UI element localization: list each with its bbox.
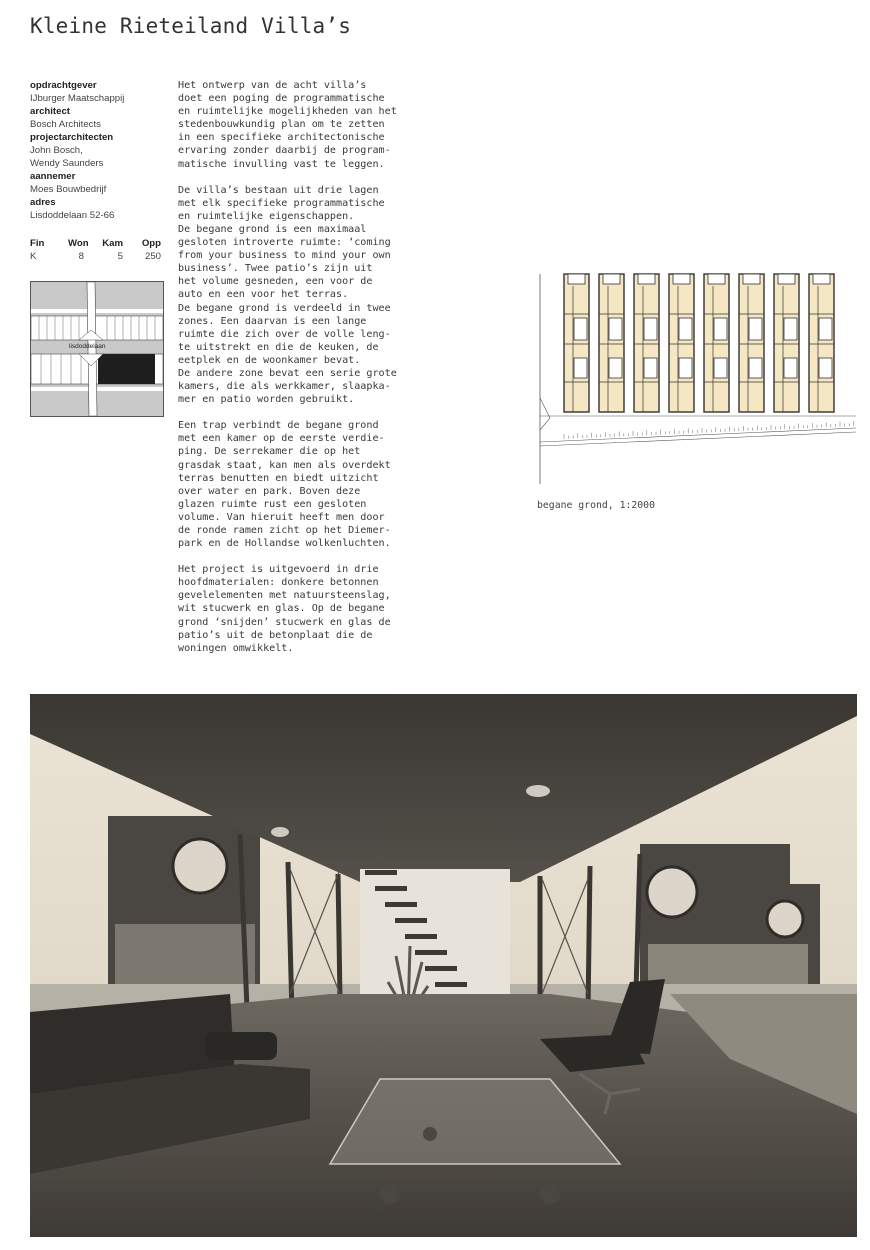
stats-value-opp: 250 [144, 251, 161, 262]
stats-value-row [30, 250, 162, 263]
stats-value-kam: 5 [117, 251, 123, 262]
credit-key-project-architects: projectarchitecten [30, 132, 114, 143]
stats-value-won: 8 [78, 251, 84, 262]
villa-plan-7 [774, 274, 799, 412]
article-body [178, 79, 418, 668]
stats-table [30, 237, 162, 263]
page-title: Kleine Rieteiland Villa’s [30, 14, 352, 38]
credit-value-contractor: Moes Bouwbedrijf [30, 184, 107, 195]
stats-header-fin: Fin [30, 238, 45, 249]
credit-value-address: Lisdoddelaan 52-66 [30, 210, 115, 221]
stats-header-opp: Opp [141, 238, 161, 249]
ground-floor-plan [536, 270, 858, 488]
villa-plan-4 [669, 274, 694, 412]
project-credits [30, 79, 165, 222]
stats-header-won: Won [68, 238, 89, 249]
villa-plan-3 [634, 274, 659, 412]
credit-key-client: opdrachtgever [30, 80, 97, 91]
villa-plan-8 [809, 274, 834, 412]
paragraph-3: Een trap verbindt de begane grond met een kamer op de eerste verdie- ping. De serrekamer die op het grasdak staat, kan men als overdekt terras benutten en biedt uitzicht over water en park. Boven deze glazen ruimte rust een gesloten volume. Van hieruit heeft men door de ronde ramen zicht op het Diemer- park en de Hollandse wolkenluchten. [178, 420, 391, 550]
credit-key-contractor: aannemer [30, 171, 76, 182]
floor-plan-drawing [536, 270, 858, 488]
interior-photo [30, 694, 857, 1237]
stats-header-kam: Kam [102, 238, 123, 249]
stats-value-fin: K [30, 251, 37, 262]
villa-plan-2 [599, 274, 624, 412]
credit-key-address: adres [30, 197, 56, 208]
paragraph-4: Het project is uitgevoerd in drie hoofdmaterialen: donkere betonnen gevelelementen met natuursteenslag, wit stucwerk en glas. Op de begane grond ‘snijden’ stucwerk en glas de patio’s uit de betonplaat die de woningen omwikkelt. [178, 564, 391, 654]
plan-caption: begane grond, 1:2000 [537, 500, 655, 511]
credit-value-project-architects: John Bosch, Wendy Saunders [30, 145, 104, 169]
paragraph-2: De villa’s bestaan uit drie lagen met elk specifieke programmatische en ruimtelijke eigenschappen. De begane grond is een maximaal gesloten introverte ruimte: ‘coming from your business to mind your own business’. Twee patio’s zijn uit het volume gesneden, een voor de auto en een voor het terras. De begane grond is verdeeld in twee zones. Een daarvan is een lange ruimte die zich over de volle leng- te uitstrekt en die de keuken, de eetplek en de woonkamer bevat. De andere zone bevat een serie grote kamers, die als werkkamer, slaapka- mer en patio worden gebruikt. [178, 184, 397, 406]
villa-plan-6 [739, 274, 764, 412]
villa-plan-1 [564, 274, 589, 412]
stats-header-row [30, 237, 162, 250]
credit-value-architect: Bosch Architects [30, 119, 101, 130]
credit-key-architect: architect [30, 106, 70, 117]
villa-plan-5 [704, 274, 729, 412]
site-location-map [30, 281, 164, 417]
street-label: lisdoddelaan [69, 343, 106, 350]
interior-photo-image [30, 694, 857, 1237]
credit-value-client: IJburger Maatschappij [30, 93, 125, 104]
paragraph-1: Het ontwerp van de acht villa’s doet een poging de programmatische en ruimtelijke mogelijkheden van het stedenbouwkundig plan om te zetten in een specifieke architectonische ervaring zonder daarbij de program- matische invulling vast te leggen. [178, 80, 397, 170]
